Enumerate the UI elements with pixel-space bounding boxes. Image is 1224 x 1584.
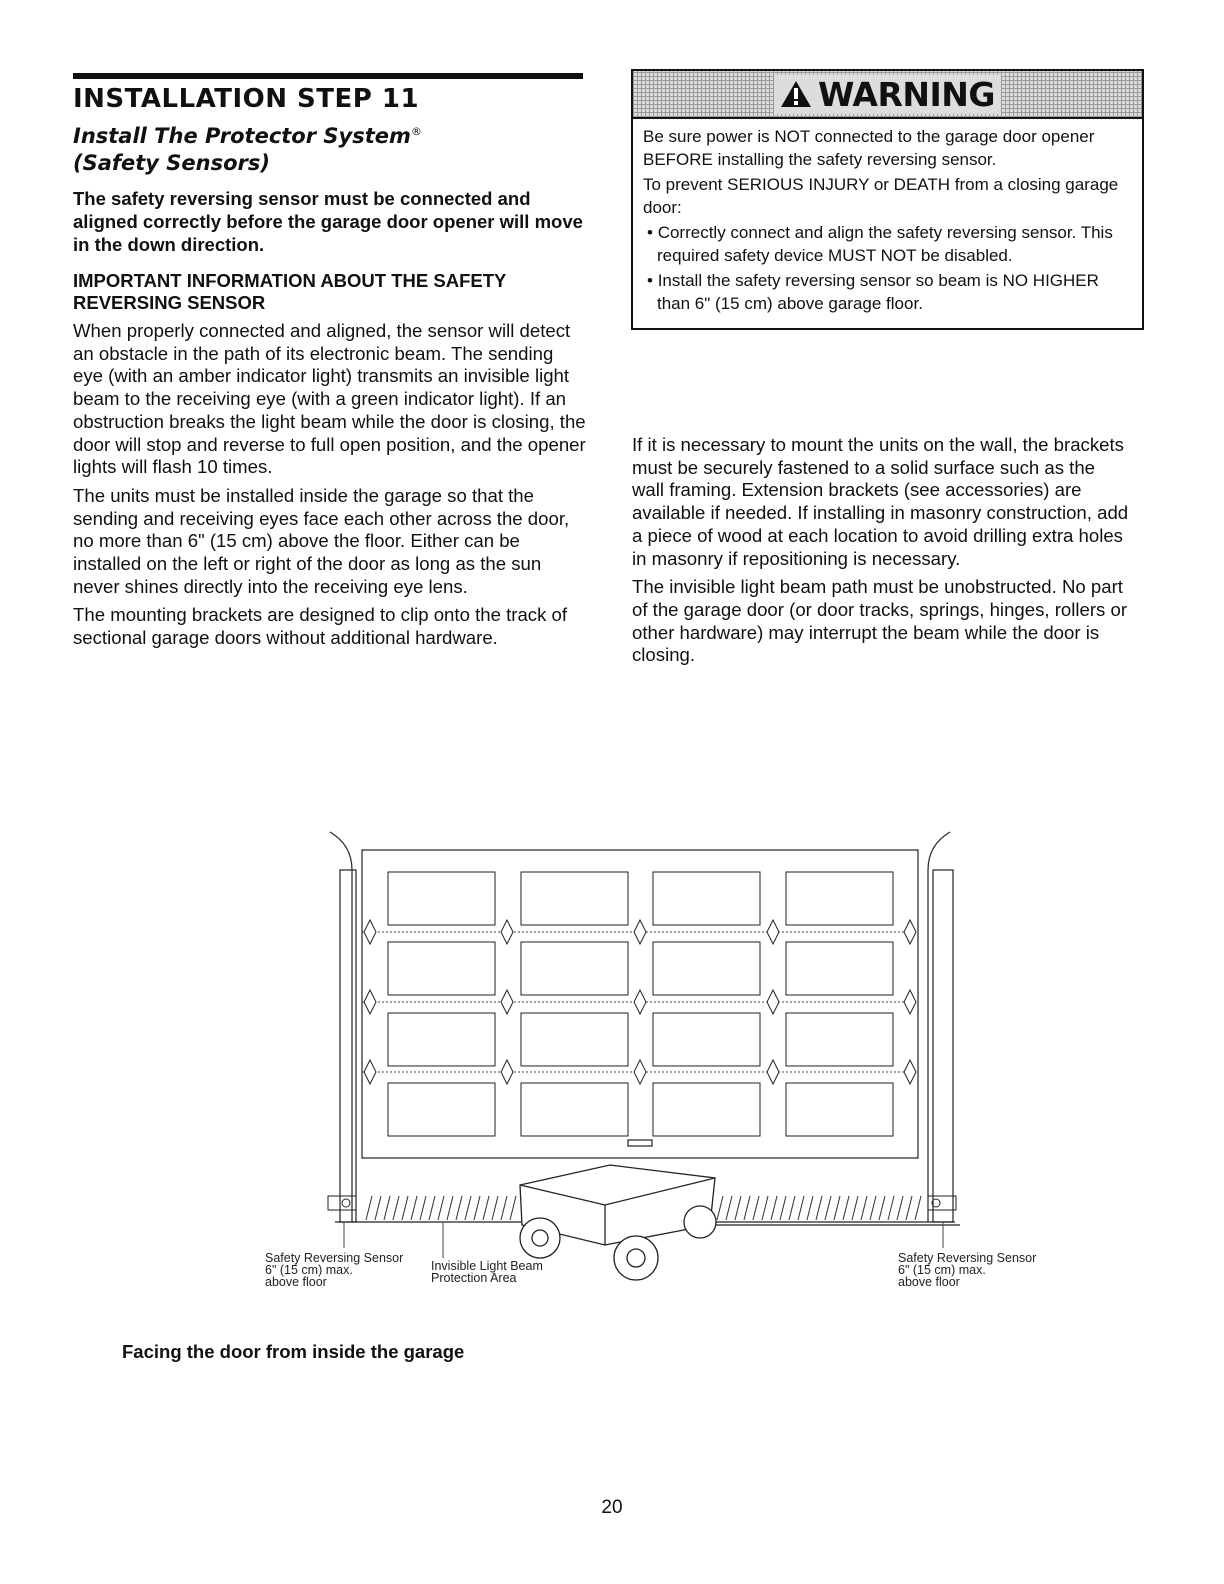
door-panel [653, 1013, 760, 1066]
door-panel [653, 942, 760, 995]
hinge [767, 920, 779, 944]
bullet-text: Correctly connect and align the safety reversing sensor. This required safety device MUST NOT be disabled. [657, 223, 1113, 265]
beam-hatch-line [852, 1196, 858, 1220]
beam-hatch-line [762, 1196, 768, 1220]
registered-mark: ® [410, 125, 422, 138]
beam-hatch-line [798, 1196, 804, 1220]
warning-text: To prevent SERIOUS INJURY or DEATH from a closing garage door: [643, 175, 1119, 217]
hinge [634, 920, 646, 944]
right-sensor [928, 1196, 956, 1210]
beam-hatch-line [744, 1196, 750, 1220]
beam-hatch-line [879, 1196, 885, 1220]
door-panel [786, 872, 893, 925]
beam-hatch-line [888, 1196, 894, 1220]
right-track [928, 832, 950, 1222]
hinge [364, 990, 376, 1014]
page-number: 20 [601, 1497, 623, 1518]
beam-hatch-line [834, 1196, 840, 1220]
hinge [904, 920, 916, 944]
beam-hatch-line [375, 1196, 381, 1220]
door-panel [521, 872, 628, 925]
hinge [501, 920, 513, 944]
bullet-text: Install the safety reversing sensor so beam is NO HIGHER than 6" (15 cm) above garage floor. [657, 271, 1099, 313]
label-line: Protection Area [431, 1271, 517, 1285]
beam-hatch-line [393, 1196, 399, 1220]
left-track [330, 832, 352, 1222]
beam-hatch-line [429, 1196, 435, 1220]
hinge [501, 1060, 513, 1084]
beam-hatch-line [843, 1196, 849, 1220]
figure-caption: Facing the door from inside the garage [122, 1341, 465, 1362]
beam-hatch-line [735, 1196, 741, 1220]
door-panel [653, 1083, 760, 1136]
beam-hatch-line [492, 1196, 498, 1220]
beam-hatch-line [870, 1196, 876, 1220]
beam-hatch-line [780, 1196, 786, 1220]
warning-text: Be sure power is NOT connected to the garage door opener BEFORE installing the safety reversing sensor. [643, 127, 1095, 169]
door-panel [388, 872, 495, 925]
warning-bullet: • Correctly connect and align the safety reversing sensor. This required safety device MUST NOT be disabled. [647, 223, 1113, 265]
door-panel [653, 872, 760, 925]
warning-title: WARNING [818, 74, 995, 114]
subtitle-line2: (Safety Sensors) [73, 151, 271, 175]
hinge [501, 990, 513, 1014]
left-jamb [340, 870, 356, 1222]
beam-hatch-line [483, 1196, 489, 1220]
beam-hatch-line [816, 1196, 822, 1220]
beam-hatch-line [789, 1196, 795, 1220]
beam-hatch-line [456, 1196, 462, 1220]
door-handle [628, 1140, 652, 1146]
hinge [767, 990, 779, 1014]
right-jamb [933, 870, 953, 1222]
hinge [364, 1060, 376, 1084]
door-panel [388, 1083, 495, 1136]
beam-hatch-line [510, 1196, 516, 1220]
beam-hatch-line [501, 1196, 507, 1220]
important-heading: IMPORTANT INFORMATION ABOUT THE SAFETY REVERSING SENSOR [73, 270, 507, 313]
label-line: Invisible Light Beam [431, 1259, 543, 1273]
door-panel [388, 1013, 495, 1066]
beam-hatch-line [438, 1196, 444, 1220]
beam-hatch-line [897, 1196, 903, 1220]
door-panel [786, 1013, 893, 1066]
door-panels [362, 872, 918, 1136]
warning-bullet: • Install the safety reversing sensor so beam is NO HIGHER than 6" (15 cm) above garage floor. [647, 271, 1099, 313]
hinge [904, 990, 916, 1014]
beam-hatch-line [771, 1196, 777, 1220]
label-line: 6" (15 cm) max. [265, 1263, 353, 1277]
paragraph: The units must be installed inside the garage so that the sending and receiving eyes face each other across the door, no more than 6" (15 cm) above the floor. Either can be installed on the left or right of the door as long as the sun never shines directly into the receiving eye lens. [73, 484, 570, 597]
beam-hatch-line [726, 1196, 732, 1220]
beam-hatch-line [366, 1196, 372, 1220]
beam-hatch-line [420, 1196, 426, 1220]
subtitle-line1: Install The Protector System [73, 124, 411, 148]
beam-hatch-line [807, 1196, 813, 1220]
right-sensor-label [898, 1252, 1036, 1288]
hinge [634, 1060, 646, 1084]
beam-hatch-line [465, 1196, 471, 1220]
beam-hatch-line [474, 1196, 480, 1220]
beam-hatch-line [915, 1196, 921, 1220]
door-panel [786, 1083, 893, 1136]
beam-hatch-line [906, 1196, 912, 1220]
label-line: above floor [898, 1275, 960, 1289]
hinge [904, 1060, 916, 1084]
lead-paragraph: The safety reversing sensor must be connected and aligned correctly before the garage door opener will move in the down direction. [73, 188, 583, 255]
beam-hatch-line [861, 1196, 867, 1220]
door-panel [521, 1083, 628, 1136]
paragraph: When properly connected and aligned, the sensor will detect an obstacle in the path of its electronic beam. The sending eye (with an amber indicator light) transmits an invisible light beam to the receiving eye (with a green indicator light). If an obstruction breaks the light beam while the door is closing, the door will stop and reverse to full open position, and the opener lights will flash 10 times. [73, 320, 586, 478]
door-panel [521, 942, 628, 995]
beam-hatch-line [717, 1196, 723, 1220]
paragraph: The invisible light beam path must be unobstructed. No part of the garage door (or door tracks, springs, hinges, rollers or other hardware) may interrupt the beam while the door is closing. [632, 576, 1128, 666]
label-line: above floor [265, 1275, 327, 1289]
beam-label [431, 1260, 543, 1284]
paragraph: If it is necessary to mount the units on the wall, the brackets must be securely fastened to a solid surface such as the wall framing. Extension brackets (see accessories) are available if needed. If installing in masonry construction, add a piece of wood at each location to avoid drilling extra holes in masonry if repositioning is necessary. [632, 434, 1129, 569]
label-line: Safety Reversing Sensor [898, 1251, 1037, 1265]
beam-hatch-line [402, 1196, 408, 1220]
door-panel [388, 942, 495, 995]
paragraph: The mounting brackets are designed to clip onto the track of sectional garage doors without additional hardware. [73, 604, 568, 649]
hinge [767, 1060, 779, 1084]
beam-hatch-line [447, 1196, 453, 1220]
beam-hatch-line [411, 1196, 417, 1220]
beam-hatch-line [384, 1196, 390, 1220]
label-line: Safety Reversing Sensor [265, 1251, 404, 1265]
beam-hatch-line [825, 1196, 831, 1220]
hinge [634, 990, 646, 1014]
door-panel [521, 1013, 628, 1066]
hinge [364, 920, 376, 944]
beam-hatch-line [753, 1196, 759, 1220]
step-heading: INSTALLATION STEP 11 [73, 84, 420, 114]
door-panel [786, 942, 893, 995]
left-sensor-label [265, 1252, 403, 1288]
label-line: 6" (15 cm) max. [898, 1263, 986, 1277]
